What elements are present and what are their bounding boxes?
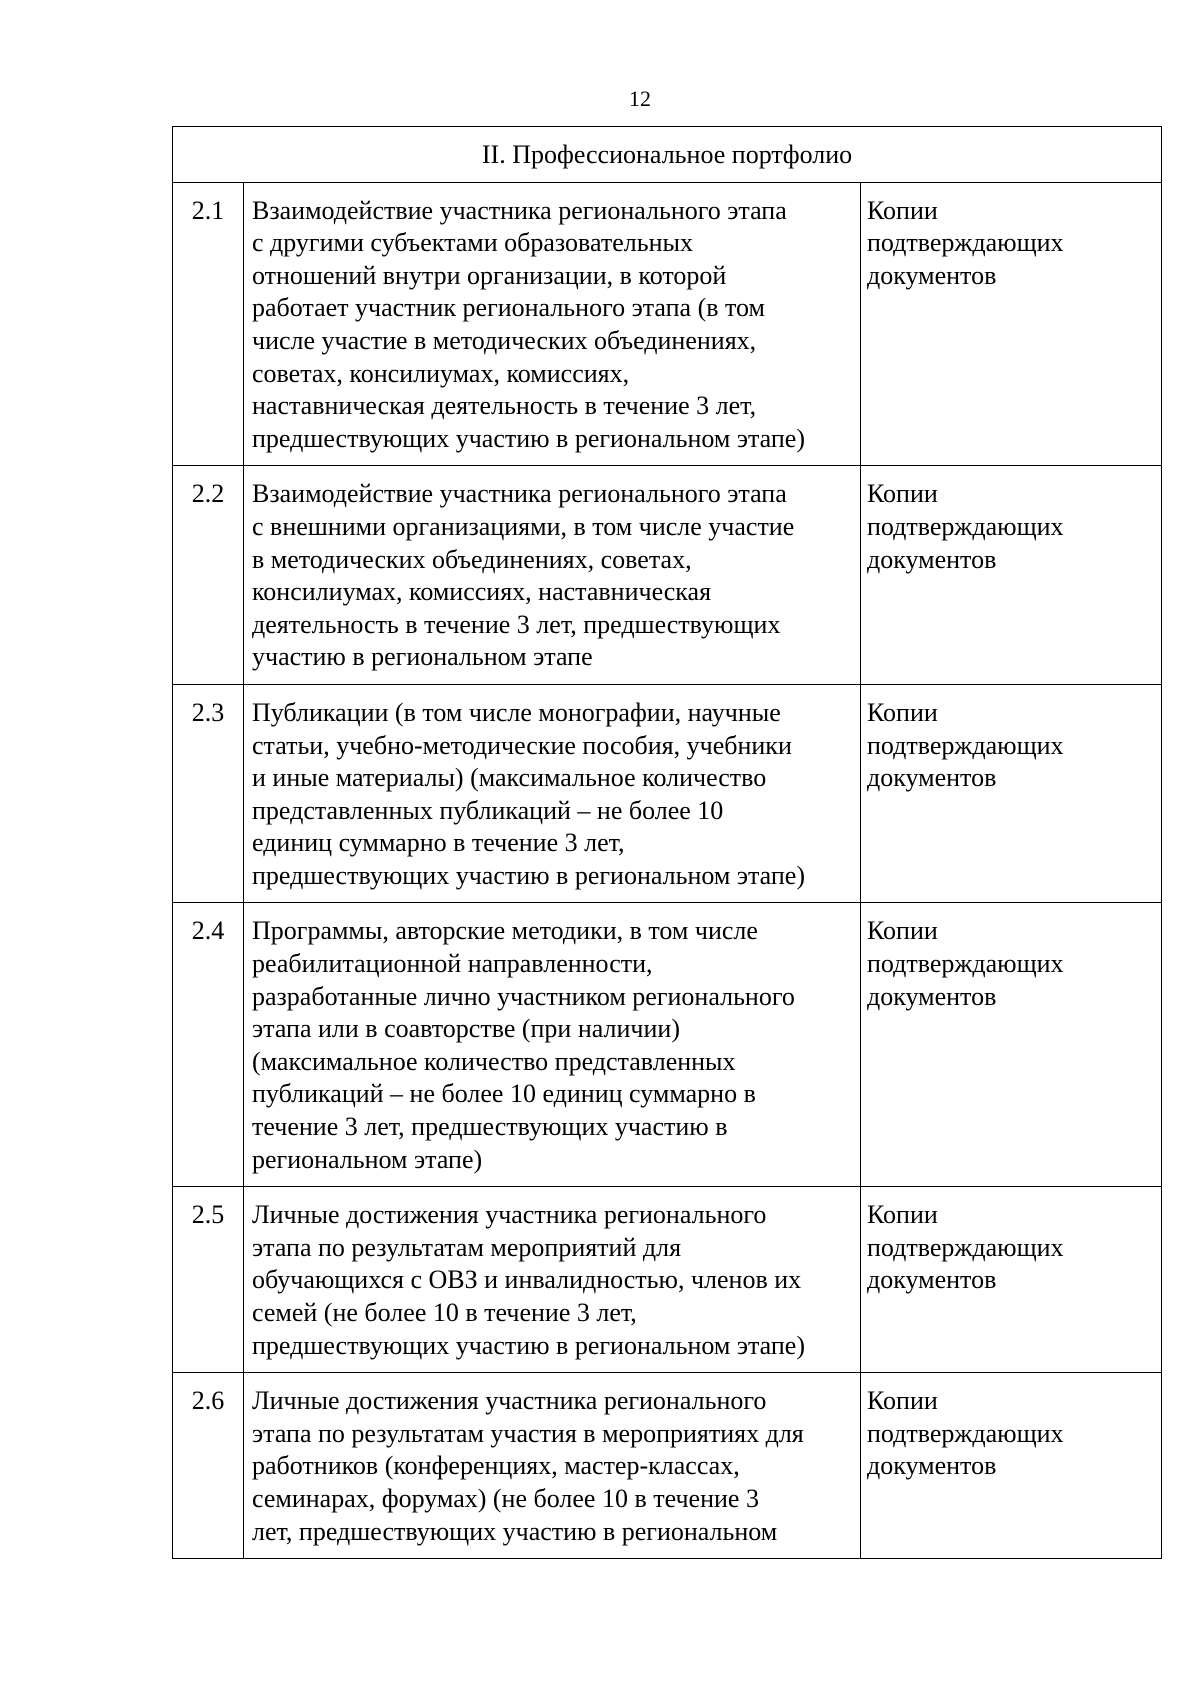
documents-line: документов: [867, 981, 997, 1011]
row-description: [244, 182, 861, 466]
table-row: [173, 903, 1162, 1187]
description-line: единиц суммарно в течение 3 лет,: [252, 828, 625, 858]
documents-line: документов: [867, 1265, 997, 1295]
description-line: этапа по результатам мероприятий для: [252, 1232, 682, 1262]
description-line: региональном этапе): [252, 1144, 483, 1174]
description-line: реабилитационной направленности,: [252, 949, 653, 979]
documents-line: Копии: [867, 697, 938, 727]
description-line: наставническая деятельность в течение 3 лет,: [252, 391, 757, 421]
documents-line: подтверждающих: [867, 228, 1064, 258]
row-documents: [861, 903, 1162, 1187]
section-header-row: [173, 127, 1162, 183]
description-line: семей (не более 10 в течение 3 лет,: [252, 1298, 637, 1327]
table-row: [173, 684, 1162, 903]
row-description: [244, 903, 861, 1187]
description-line: Программы, авторские методики, в том числе: [252, 916, 758, 946]
description-line: Взаимодействие участника регионального этапа: [252, 479, 787, 509]
description-line: Взаимодействие участника регионального этапа: [252, 195, 787, 225]
documents-line: подтверждающих: [867, 511, 1064, 541]
row-description: [244, 1187, 861, 1373]
row-description: [244, 1373, 861, 1559]
description-line: Личные достижения участника регионального: [252, 1386, 767, 1416]
description-line: разработанные лично участником регионального: [252, 981, 795, 1011]
row-number: 2.6: [173, 1373, 244, 1559]
description-line: этапа по результатам участия в мероприятиях для: [252, 1418, 804, 1448]
documents-line: подтверждающих: [867, 1418, 1064, 1448]
row-number: 2.4: [173, 903, 244, 1187]
row-documents: [861, 1187, 1162, 1373]
documents-line: документов: [867, 544, 997, 574]
row-number: 2.1: [173, 182, 244, 466]
row-documents: [861, 684, 1162, 903]
description-line: консилиумах, комиссиях, наставническая: [252, 577, 712, 607]
description-line: числе участие в методических объединениях,: [252, 325, 757, 355]
page-number: 12: [629, 86, 651, 111]
row-documents: [861, 1373, 1162, 1559]
section-title: II. Профессиональное портфолио: [173, 127, 1162, 183]
documents-line: подтверждающих: [867, 949, 1064, 979]
description-line: семинарах, форумах) (не более 10 в течение 3: [252, 1483, 759, 1513]
description-line: работает участник регионального этапа (в том: [252, 293, 765, 323]
row-number: 2.5: [173, 1187, 244, 1373]
description-line: и иные материалы) (максимальное количество: [252, 763, 767, 793]
row-documents: [861, 182, 1162, 466]
description-line: предшествующих участию в региональном этапе): [252, 423, 805, 453]
row-number: 2.3: [173, 684, 244, 903]
description-line: течение 3 лет, предшествующих участию в: [252, 1112, 728, 1142]
documents-line: Копии: [867, 479, 938, 509]
documents-line: подтверждающих: [867, 730, 1064, 760]
description-line: с другими субъектами образовательных: [252, 228, 693, 258]
documents-line: документов: [867, 1451, 997, 1481]
description-line: (максимальное количество представленных: [252, 1046, 736, 1076]
documents-line: Копии: [867, 916, 938, 946]
description-line: в методических объединениях, советах,: [252, 544, 692, 574]
table-row: [173, 1187, 1162, 1373]
description-line: работников (конференциях, мастер-классах,: [252, 1451, 740, 1481]
description-line: деятельность в течение 3 лет, предшествующих: [252, 609, 781, 639]
description-line: предшествующих участию в региональном этапе): [252, 860, 805, 890]
documents-line: документов: [867, 260, 997, 290]
documents-line: Копии: [867, 195, 938, 225]
row-description: [244, 466, 861, 685]
row-description: [244, 684, 861, 903]
portfolio-table: [172, 126, 1162, 1559]
description-line: предшествующих участию в региональном этапе): [252, 1330, 805, 1360]
row-number: 2.2: [173, 466, 244, 685]
documents-line: документов: [867, 763, 997, 793]
description-line: советах, консилиумах, комиссиях,: [252, 358, 630, 388]
description-line: представленных публикаций – не более 10: [252, 795, 724, 825]
row-documents: [861, 466, 1162, 685]
table-row: [173, 466, 1162, 685]
table-row: [173, 182, 1162, 466]
documents-line: подтверждающих: [867, 1232, 1064, 1262]
description-line: этапа или в соавторстве (при наличии): [252, 1014, 680, 1044]
description-line: с внешними организациями, в том числе участие: [252, 511, 795, 541]
description-line: публикаций – не более 10 единиц суммарно в: [252, 1079, 756, 1109]
table-row: [173, 1373, 1162, 1559]
description-line: статьи, учебно-методические пособия, учебники: [252, 730, 792, 760]
documents-line: Копии: [867, 1200, 938, 1230]
description-line: Публикации (в том числе монографии, научные: [252, 697, 781, 727]
documents-line: Копии: [867, 1386, 938, 1416]
description-line: Личные достижения участника регионального: [252, 1200, 767, 1230]
description-line: лет, предшествующих участию в региональном: [252, 1516, 778, 1546]
table-body: [173, 127, 1162, 1559]
description-line: отношений внутри организации, в которой: [252, 260, 727, 290]
description-line: участию в региональном этапе: [252, 642, 593, 672]
description-line: обучающихся с ОВЗ и инвалидностью, членов их: [252, 1265, 802, 1295]
